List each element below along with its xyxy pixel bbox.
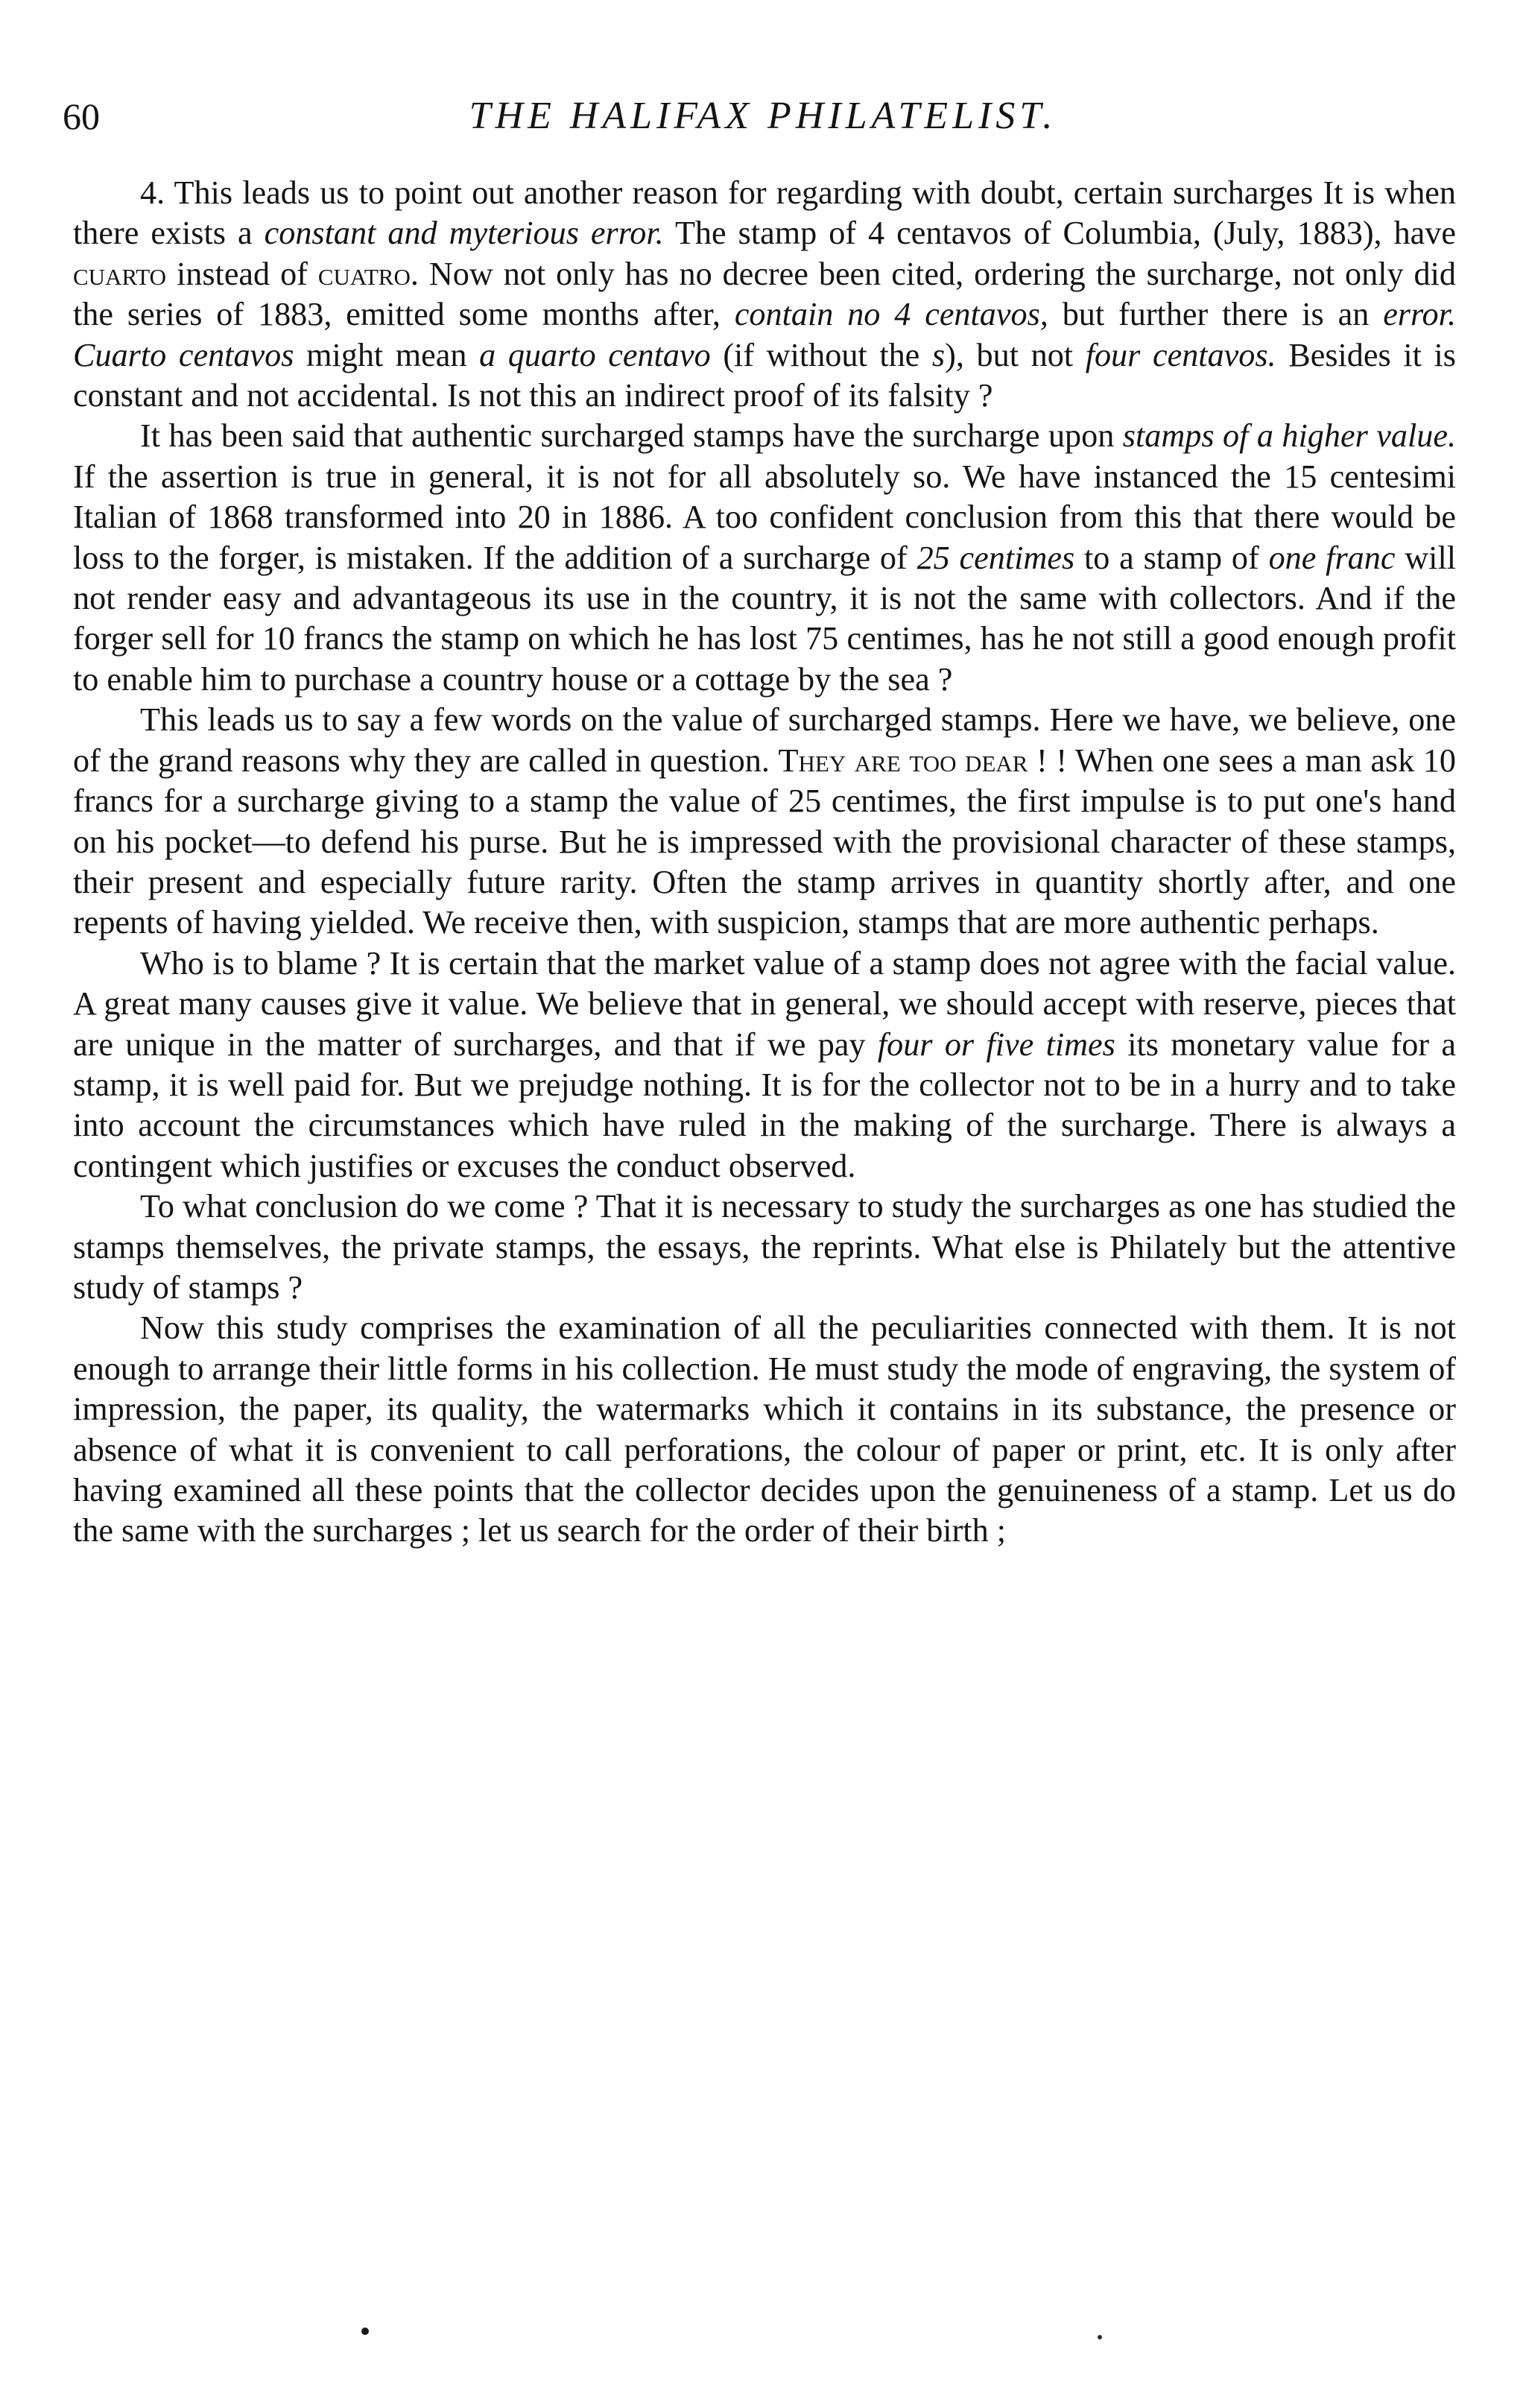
italic-run: 25 centimes	[916, 539, 1075, 576]
text-run: . Now not only has no decree been cited, ordering the surcharge, not only did the series of 1883, emitted some months after,	[73, 255, 1456, 333]
italic-run: a quarto centavo	[479, 336, 711, 373]
text-run: If the assertion is true in general, it is not for all absolutely so. We have instanced the 15 centesimi Italian of 1868 transformed into 20 in 1886. A too confident conclusion from this that there would be loss to the forger, is mistaken. If the addition of a surcharge of	[73, 458, 1456, 576]
italic-run: one franc	[1268, 539, 1396, 576]
text-run: ), but not	[945, 336, 1086, 373]
text-run: will not render easy and advantageous its use in the country, it is not the same with collectors. And if the forger sell for 10 francs the stamp on which he has lost 75 centimes, has he not still a good enough profit to enable him to purchase a country house or a cottage by the sea ?	[73, 539, 1457, 698]
text-run: To what conclusion do we come ? That it is necessary to study the surcharges as one has studied the stamps themselves, the private stamps, the essays, the reprints. What else is Philately but the attentive study of stamps ?	[73, 1188, 1456, 1306]
italic-run: four centavos.	[1085, 336, 1276, 373]
running-title: THE HALIFAX PHILATELIST.	[469, 95, 1057, 137]
small-caps-run: They are too dear	[778, 742, 1028, 779]
small-caps-run: cuatro	[317, 255, 411, 292]
text-run: This leads us to say a few words on the value of surcharged stamps. Here we have, we believe, one of the grand reasons why they are called in question.	[73, 701, 1456, 779]
text-run: ! ! When one sees a man ask 10 francs for a surcharge giving to a stamp the value of 25 centimes, the first impulse is to put one's hand on his pocket—to defend his purse. But he is impressed with the provisional character of these stamps, their present and especially future rarity. Often the stamp arrives in quantity shortly after, and one repents of having yielded. We receive then, with suspicion, stamps that are more authentic perhaps.	[73, 742, 1456, 941]
italic-run: contain no 4 centavos,	[734, 296, 1048, 333]
text-run: Besides it is constant and not accidental. Is not this an indirect proof of its falsity ?	[73, 336, 1456, 414]
text-run: 4. This leads us to point out another reason for regarding with doubt, certain surcharges It is when there exists a	[73, 174, 1456, 252]
italic-run: four or five times	[877, 1026, 1115, 1063]
text-run: its monetary value for a stamp, it is well paid for. But we prejudge nothing. It is for the collector not to be in a hurry and to take into account the circumstances which have ruled in the making of the surcharge. There is always a contingent which justifies or excuses the conduct observed.	[73, 1026, 1456, 1184]
text-run: might mean	[294, 336, 480, 373]
italic-run: stamps of a higher value.	[1122, 417, 1456, 455]
italic-run: Cuarto centavos	[73, 336, 294, 373]
italic-run: constant and myterious error.	[264, 215, 664, 252]
small-caps-run: cuarto	[73, 255, 167, 292]
page-number: 60	[63, 95, 100, 137]
text-run: The stamp of 4 centavos of Columbia, (July, 1883), have	[663, 215, 1457, 252]
text-run: Now this study comprises the examination of all the peculiarities connected with them. It is not enough to arrange their little forms in his collection. He must study the mode of engraving, the system of impression, the paper, its quality, the watermarks which it contains in its substance, the presence or absence of what it is convenient to call perforations, the colour of paper or print, etc. It is only after having examined all these points that the collector decides upon the genuineness of a stamp. Let us do the same with the surcharges ; let us search for the order of their birth ;	[73, 1309, 1456, 1549]
italic-run: error.	[1383, 296, 1456, 333]
text-run: but further there is an	[1048, 296, 1384, 333]
text-run: to a stamp of	[1074, 539, 1269, 576]
text-run: Who is to blame ? It is certain that the market value of a stamp does not agree with the facial value. A great many causes give it value. We believe that in general, we should accept with reserve, pieces that are unique in the matter of surcharges, and that if we pay	[73, 944, 1456, 1063]
text-run: It has been said that authentic surcharged stamps have the surcharge upon	[140, 417, 1123, 455]
ink-speck	[1098, 2335, 1102, 2339]
ink-speck	[361, 2328, 369, 2335]
text-run: instead of	[166, 255, 318, 292]
italic-run: s	[931, 336, 946, 373]
text-run: (if without the	[710, 336, 932, 373]
